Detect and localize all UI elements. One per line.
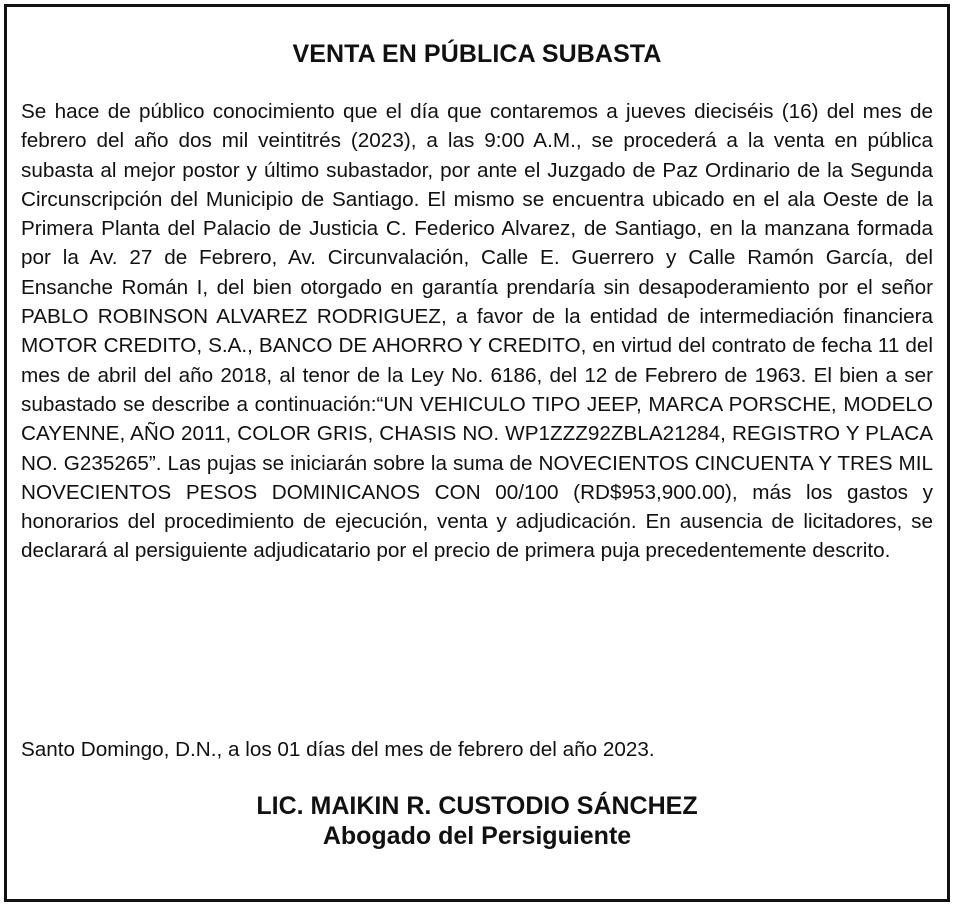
signatory-role: Abogado del Persiguiente [322, 822, 632, 850]
signature-block [7, 791, 947, 851]
auction-notice [4, 4, 950, 902]
notice-title: VENTA EN PÚBLICA SUBASTA [292, 40, 662, 68]
notice-body: Se hace de público conocimiento que el día que contaremos a jueves dieciséis (16) del mes de febrero del año dos mil veintitrés (2023), a las 9:00 A.M., se procederá a la venta en pública subasta al mejor postor y último subastador, por ante el Juzgado de Paz Ordinario de la Segunda Circunscripción del Municipio de Santiago. El mismo se encuentra ubicado en el ala Oeste de la Primera Planta del Palacio de Justicia C. Federico Alvarez, de Santiago, en la manzana formada por la Av. 27 de Febrero, Av. Circunvalación, Calle E. Guerrero y Calle Ramón García, del Ensanche Román I, del bien otorgado en garantía prendaría sin desapoderamiento por el señor PABLO ROBINSON ALVAREZ RODRIGUEZ, a favor de la entidad de intermediación financiera MOTOR CREDITO, S.A., BANCO DE AHORRO Y CREDITO, en virtud del contrato de fecha 11 del mes de abril del año 2018, al tenor de la Ley No. 6186, del 12 de Febrero de 1963. El bien a ser subastado se describe a continuación:“UN VEHICULO TIPO JEEP, MARCA PORSCHE, MODELO CAYENNE, AÑO 2011, COLOR GRIS, CHASIS NO. WP1ZZZ92ZBLA21284, REGISTRO Y PLACA NO. G235265”. Las pujas se iniciarán sobre la suma de NOVECIENTOS CINCUENTA Y TRES MIL NOVECIENTOS PESOS DOMINICANOS CON 00/100 (RD$953,900.00), más los gastos y honorarios del procedimiento de ejecución, venta y adjudicación. En ausencia de licitadores, se declarará al persiguiente adjudicatario por el precio de primera puja precedentemente descrito. [21, 100, 933, 563]
place-and-date: Santo Domingo, D.N., a los 01 días del mes de febrero del año 2023. [21, 738, 655, 761]
signatory-name: LIC. MAIKIN R. CUSTODIO SÁNCHEZ [256, 792, 698, 820]
